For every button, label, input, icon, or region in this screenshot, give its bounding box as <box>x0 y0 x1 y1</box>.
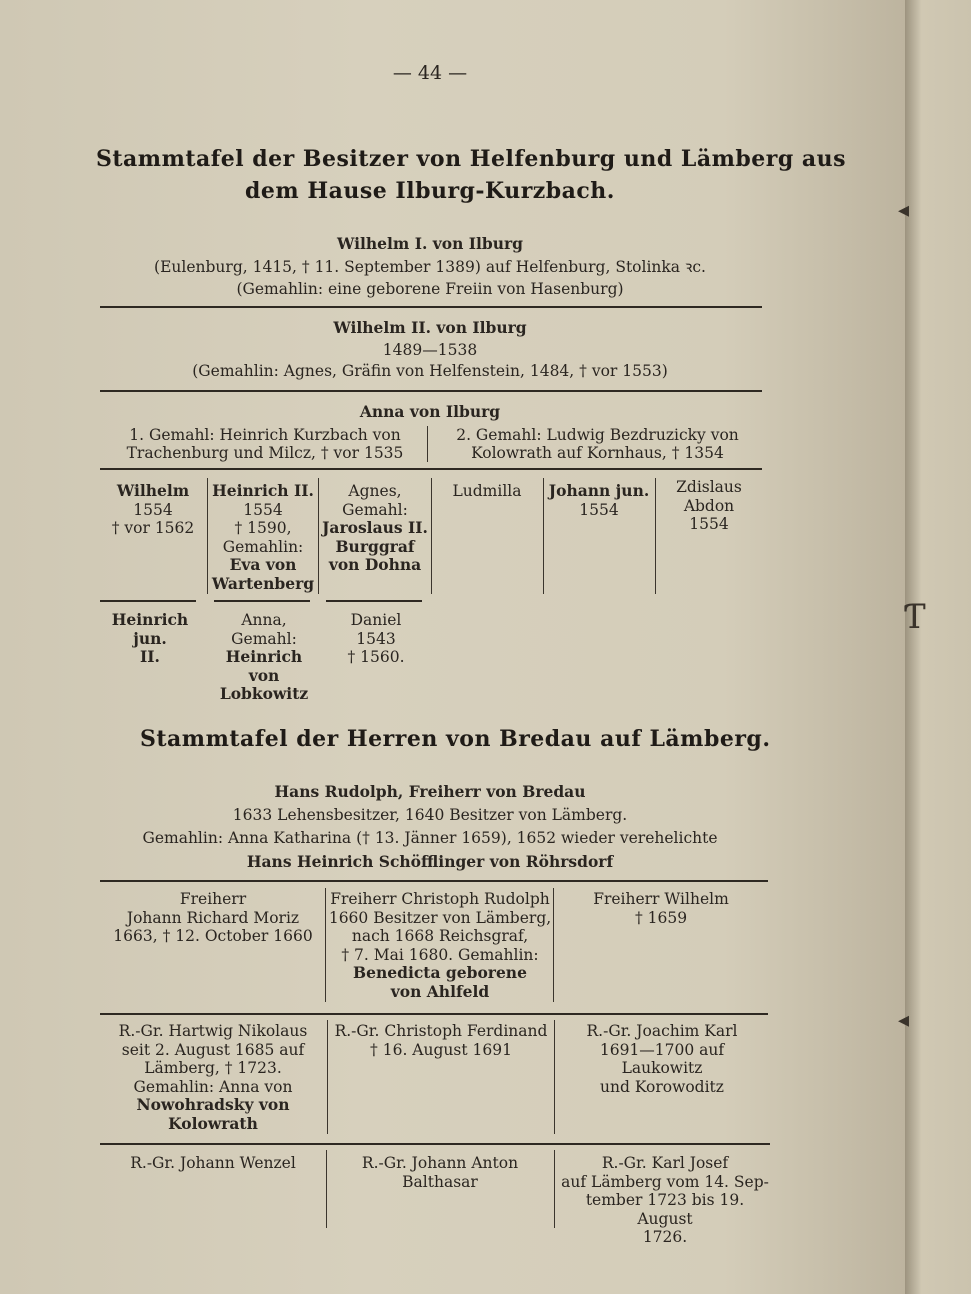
r1-sep-2 <box>553 888 554 1002</box>
child-zdislaus: Zdislaus Abdon 1554 <box>676 478 742 534</box>
child-johann-jun: Johann jun. 1554 <box>548 481 650 519</box>
head-line2: 1633 Lehensbesitzer, 1640 Besitzer von Lämberg. <box>232 806 628 824</box>
gen3-right-1: 2. Gemahl: Ludwig Bezdruzicky von <box>456 426 739 444</box>
gen2-spouse: (Gemahlin: Agnes, Gräfin von Helfenstein, 1484, † vor 1553) <box>192 362 668 380</box>
row2-christoph-ferdinand: R.-Gr. Christoph Ferdinand † 16. August 1691 <box>334 1022 548 1059</box>
pin-mark-3: ◂ <box>898 1008 910 1033</box>
row2-joachim-karl: R.-Gr. Joachim Karl 1691—1700 auf Laukowitz und Korowoditz <box>586 1022 738 1096</box>
page-number: — 44 — <box>392 62 468 84</box>
child-ludmilla: Ludmilla <box>452 482 522 500</box>
row3-karl-josef: R.-Gr. Karl Josef auf Lämberg vom 14. Sep- tember 1723 bis 19. August 1726. <box>561 1154 769 1247</box>
child-agnes: Agnes, Gemahl: Jaroslaus II. Burggraf von Dohna <box>322 482 428 575</box>
divider-1 <box>100 306 762 308</box>
head-name: Hans Rudolph, Freiherr von Bredau <box>274 782 586 801</box>
grandchild-heinrich-jun: Heinrich jun. II. <box>111 610 189 667</box>
head-line4: Hans Heinrich Schöfflinger von Röhrsdorf <box>246 852 614 871</box>
divider-3 <box>100 468 762 470</box>
divider-6 <box>100 1143 770 1145</box>
r2-sep-2 <box>554 1020 555 1134</box>
row1-wilhelm: Freiherr Wilhelm † 1659 <box>593 890 729 927</box>
page-edge <box>905 0 971 1294</box>
gen1-spouse: (Gemahlin: eine geborene Freiin von Hasenburg) <box>236 280 624 298</box>
head-line3: Gemahlin: Anna Katharina († 13. Jänner 1659), 1652 wieder verehelichte <box>142 829 718 847</box>
row3-johann-wenzel: R.-Gr. Johann Wenzel <box>130 1154 296 1172</box>
gen3-right-2: Kolowrath auf Kornhaus, † 1354 <box>471 444 724 462</box>
divider-5 <box>100 1013 768 1015</box>
col-sep-1 <box>207 478 208 594</box>
gc-divider-1 <box>100 600 196 602</box>
gen3-left-2: Trachenburg und Milcz, † vor 1535 <box>126 444 404 462</box>
section2-title: Stammtafel der Herren von Bredau auf Lämberg. <box>140 726 771 752</box>
divider-2 <box>100 390 762 392</box>
pin-mark-2: Ƭ <box>903 597 926 637</box>
row1-christoph-rudolph: Freiherr Christoph Rudolph 1660 Besitzer von Lämberg, nach 1668 Reichsgraf, † 7. Mai 1680. Gemahlin: Benedicta geborene von Ahlfeld <box>328 890 552 1001</box>
r2-sep-1 <box>327 1020 328 1134</box>
divider-4 <box>100 880 768 882</box>
grandchild-daniel: Daniel 1543 † 1560. <box>347 611 405 667</box>
child-wilhelm: Wilhelm 1554 † vor 1562 <box>111 481 195 538</box>
section1-title-line2: dem Hause Ilburg-Kurzbach. <box>245 178 615 204</box>
r1-sep-1 <box>325 888 326 1002</box>
gen2-years: 1489—1538 <box>382 341 478 359</box>
row2-hartwig-nikolaus: R.-Gr. Hartwig Nikolaus seit 2. August 1685 auf Lämberg, † 1723. Gemahlin: Anna von Nowohradsky von Kolowrath <box>118 1022 308 1133</box>
grandchild-anna: Anna, Gemahl: Heinrich von Lobkowitz <box>219 611 309 704</box>
row1-johann-richard: Freiherr Johann Richard Moriz 1663, † 12. October 1660 <box>113 890 313 946</box>
gen1-details: (Eulenburg, 1415, † 11. September 1389) auf Helfenburg, Stolinka ꝛc. <box>154 258 706 276</box>
gc-divider-3 <box>326 600 422 602</box>
child-heinrich-ii: Heinrich II. 1554 † 1590, Gemahlin: Eva von Wartenberg <box>211 481 315 593</box>
gc-divider-2 <box>214 600 310 602</box>
gen3-left-1: 1. Gemahl: Heinrich Kurzbach von <box>129 426 401 444</box>
gen3-name: Anna von Ilburg <box>359 402 501 421</box>
section1-title-line1: Stammtafel der Besitzer von Helfenburg und Lämberg aus <box>96 146 847 172</box>
gen2-name: Wilhelm II. von Ilburg <box>333 318 527 337</box>
r3-sep-1 <box>326 1150 327 1228</box>
row3-johann-anton: R.-Gr. Johann Anton Balthasar <box>361 1154 519 1191</box>
pin-mark-1: ◂ <box>898 198 910 223</box>
r3-sep-2 <box>554 1150 555 1228</box>
gen3-separator <box>427 426 428 462</box>
gen1-name: Wilhelm I. von Ilburg <box>336 234 524 253</box>
